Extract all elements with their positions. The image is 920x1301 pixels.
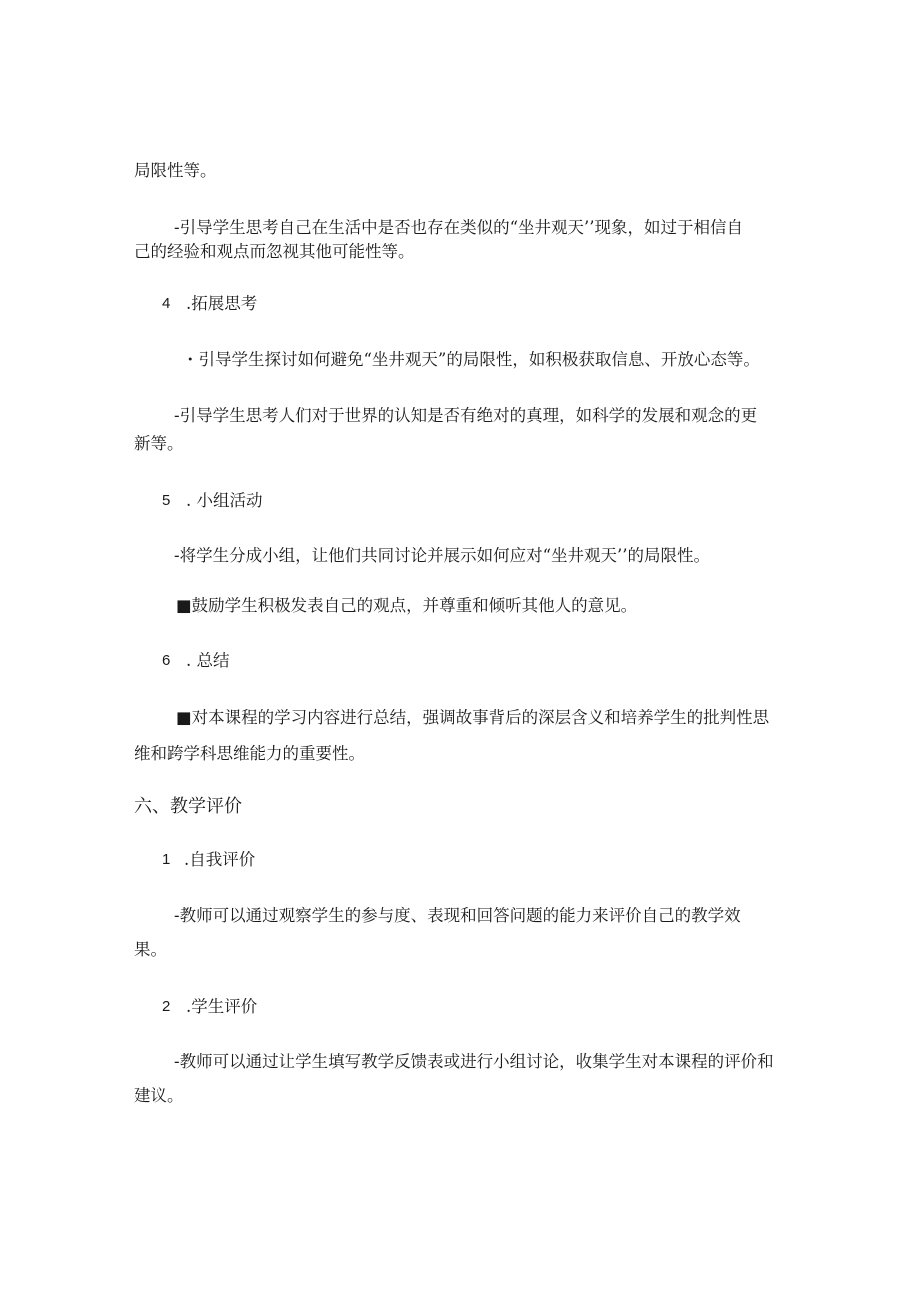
paragraph-line: -引导学生思考自己在生活中是否也存在类似的“坐井观天’’现象，如过于相信自 <box>174 218 744 237</box>
paragraph-line: 维和跨学科思维能力的重要性。 <box>134 744 365 763</box>
paragraph-line: ■对本课程的学习内容进行总结，强调故事背后的深层含义和培养学生的批判性思 <box>176 708 770 727</box>
paragraph-line: 新等。 <box>134 434 184 453</box>
paragraph-line: -将学生分成小组，让他们共同讨论并展示如何应对“坐井观天’’的局限性。 <box>174 546 711 565</box>
section-number: 4 <box>162 295 171 312</box>
paragraph-line: ・引导学生探讨如何避免“坐井观天”的局限性，如积极获取信息、开放心态等。 <box>182 350 760 369</box>
section-number: 5 <box>162 492 171 509</box>
subsection-title: .学生评价 <box>186 997 258 1016</box>
paragraph-line: -教师可以通过让学生填写教学反馈表或进行小组讨论，收集学生对本课程的评价和 <box>174 1052 774 1071</box>
paragraph-line: -教师可以通过观察学生的参与度、表现和回答问题的能力来评价自己的教学效 <box>174 906 741 925</box>
subsection-number: 1 <box>162 851 171 868</box>
subsection-number: 2 <box>162 998 171 1015</box>
section-number: 6 <box>162 652 171 669</box>
paragraph-line: 己的经验和观点而忽视其他可能性等。 <box>134 242 415 261</box>
section-title: . 总结 <box>186 651 230 670</box>
paragraph-line: 建议。 <box>134 1086 184 1105</box>
section-title: .拓展思考 <box>186 294 258 313</box>
paragraph-line: ■鼓励学生积极发表自己的观点，并尊重和倾听其他人的意见。 <box>176 596 638 615</box>
paragraph-continuation: 局限性等。 <box>134 161 217 180</box>
paragraph-line: 果。 <box>134 940 167 959</box>
section-title: . 小组活动 <box>186 491 263 510</box>
paragraph-line: -引导学生思考人们对于世界的认知是否有绝对的真理，如科学的发展和观念的更 <box>174 406 758 425</box>
section-heading: 六、教学评价 <box>134 796 242 817</box>
subsection-title: .自我评价 <box>184 850 256 869</box>
